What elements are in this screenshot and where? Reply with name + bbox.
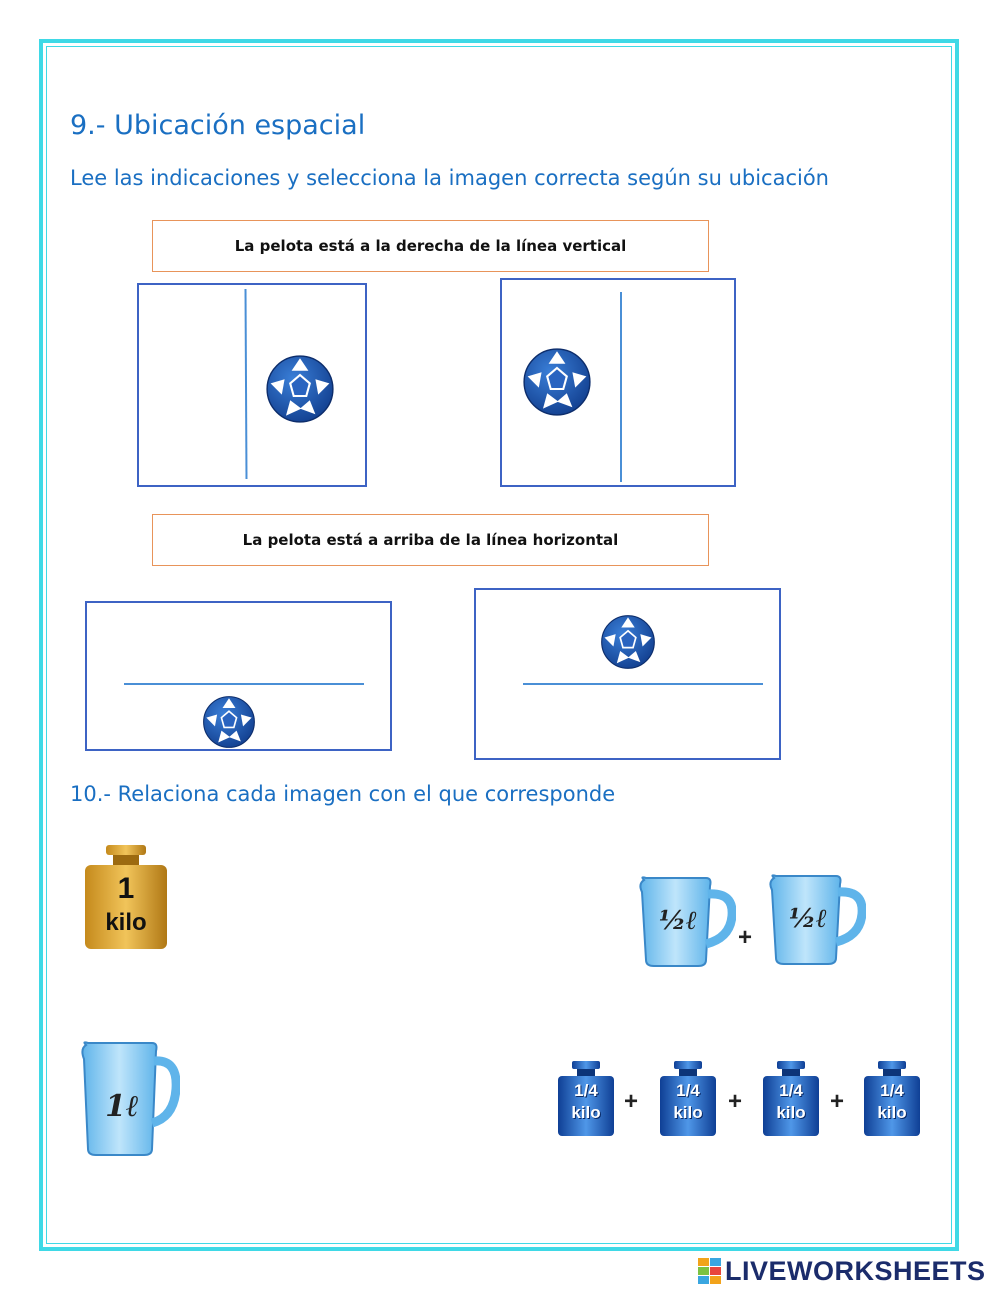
logo-blocks-icon	[698, 1258, 722, 1284]
instruction-text-1: La pelota está a la derecha de la línea vertical	[234, 237, 627, 255]
weight-number: 1	[117, 872, 135, 905]
liveworksheets-logo	[698, 1256, 986, 1286]
option-ball-above-line[interactable]	[474, 588, 781, 760]
jug-label: 1ℓ	[105, 1089, 139, 1124]
instruction-box-2	[152, 514, 709, 566]
ball-icon	[201, 695, 257, 749]
jug-label: ½ℓ	[658, 906, 698, 936]
ball-icon	[599, 614, 657, 670]
plus-sign: +	[728, 1088, 743, 1115]
quarter-weight	[658, 1060, 718, 1138]
quarter-weight	[556, 1060, 616, 1138]
option-ball-right-of-line[interactable]	[137, 283, 367, 487]
section-10-title: 10.- Relaciona cada imagen con el que corresponde	[70, 782, 616, 806]
weight-number: 1/4	[880, 1081, 904, 1100]
two-half-liter-jugs[interactable]	[636, 870, 866, 972]
weight-unit: kilo	[673, 1103, 703, 1122]
section-9-subtitle: Lee las indicaciones y selecciona la imagen correcta según su ubicación	[70, 166, 829, 190]
one-liter-jug[interactable]	[78, 1037, 180, 1159]
horizontal-line	[523, 683, 763, 685]
ball-icon	[522, 346, 592, 418]
instruction-box-1	[152, 220, 709, 272]
plus-sign: +	[830, 1088, 845, 1115]
four-quarter-kilo-weights[interactable]	[556, 1060, 924, 1140]
ball-icon	[265, 353, 335, 425]
one-kilo-weight[interactable]	[80, 843, 174, 953]
vertical-line	[245, 289, 248, 479]
plus-sign: +	[738, 924, 753, 951]
plus-sign: +	[624, 1088, 639, 1115]
weight-unit: kilo	[571, 1103, 601, 1122]
weight-unit: kilo	[776, 1103, 806, 1122]
jug-label: ½ℓ	[788, 904, 828, 934]
weight-number: 1/4	[574, 1081, 598, 1100]
instruction-text-2: La pelota está a arriba de la línea horizontal	[242, 531, 619, 549]
section-9-title: 9.- Ubicación espacial	[70, 110, 366, 141]
vertical-line	[620, 292, 622, 482]
quarter-weight	[862, 1060, 922, 1138]
option-ball-left-of-line[interactable]	[500, 278, 736, 487]
quarter-weight	[761, 1060, 821, 1138]
weight-unit: kilo	[877, 1103, 907, 1122]
horizontal-line	[124, 683, 364, 685]
brand-name: LIVEWORKSHEETS	[725, 1255, 986, 1286]
weight-number: 1/4	[779, 1081, 803, 1100]
weight-number: 1/4	[676, 1081, 700, 1100]
option-ball-below-line[interactable]	[85, 601, 392, 751]
weight-unit: kilo	[105, 909, 147, 936]
